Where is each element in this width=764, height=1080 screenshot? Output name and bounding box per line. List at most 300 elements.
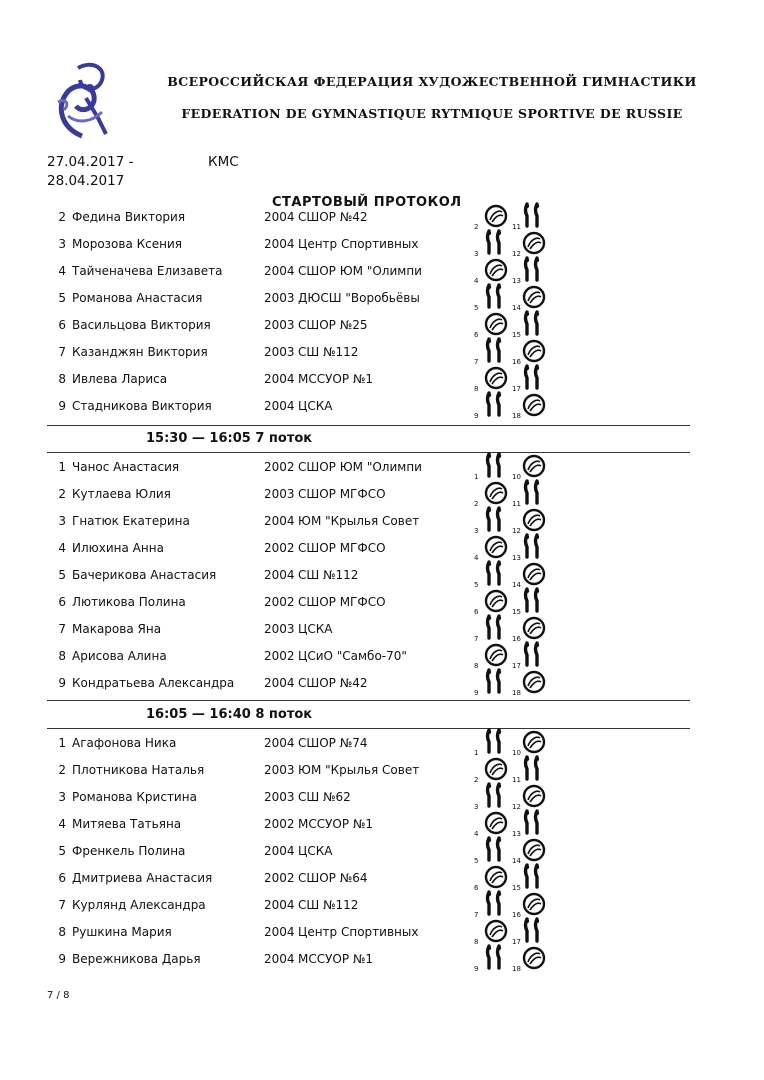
athlete-name: Митяева Татьяна: [72, 817, 182, 831]
apparatus-clubs: [512, 312, 548, 338]
ball-apparatus-icon: [484, 643, 508, 667]
apparatus-clubs: [512, 481, 548, 507]
page-number: 7 / 8: [47, 990, 70, 1001]
birth-year: 2004: [264, 372, 295, 386]
birth-year: 2004: [264, 952, 295, 966]
start-number: 6: [58, 318, 66, 332]
table-row: [0, 670, 764, 696]
clubs-apparatus-icon: [522, 863, 546, 889]
apparatus-order-number: 11: [512, 776, 521, 784]
ball-apparatus-icon: [484, 535, 508, 559]
table-row: [0, 616, 764, 642]
start-number: 2: [58, 210, 66, 224]
club-name: СШОР МГФСО: [298, 487, 386, 501]
clubs-apparatus-icon: [484, 560, 508, 586]
club-name: СШОР МГФСО: [298, 595, 386, 609]
birth-year: 2004: [264, 898, 295, 912]
apparatus-order-number: 6: [474, 331, 479, 339]
apparatus-clubs: [512, 366, 548, 392]
start-number: 9: [58, 676, 66, 690]
clubs-apparatus-icon: [522, 587, 546, 613]
apparatus-clubs: [474, 946, 510, 972]
apparatus-clubs: [474, 454, 510, 480]
ball-apparatus-icon: [522, 616, 546, 640]
ball-apparatus-icon: [484, 366, 508, 390]
ball-apparatus-icon: [522, 285, 546, 309]
start-number: 1: [58, 460, 66, 474]
start-number: 2: [58, 763, 66, 777]
clubs-apparatus-icon: [484, 391, 508, 417]
ball-apparatus-icon: [522, 454, 546, 478]
apparatus-order-number: 6: [474, 884, 479, 892]
apparatus-order-number: 14: [512, 304, 521, 312]
clubs-apparatus-icon: [484, 728, 508, 754]
clubs-apparatus-icon: [484, 506, 508, 532]
ball-apparatus-icon: [522, 231, 546, 255]
ball-apparatus-icon: [522, 562, 546, 586]
apparatus-clubs: [512, 919, 548, 945]
ball-apparatus-icon: [484, 258, 508, 282]
table-row: [0, 838, 764, 864]
ball-apparatus-icon: [522, 730, 546, 754]
athlete-name: Бачерикова Анастасия: [72, 568, 217, 582]
clubs-apparatus-icon: [484, 782, 508, 808]
ball-apparatus-icon: [522, 784, 546, 808]
apparatus-order-number: 15: [512, 331, 521, 339]
birth-year: 2002: [264, 595, 295, 609]
apparatus-order-number: 8: [474, 938, 479, 946]
birth-year: 2004: [264, 676, 295, 690]
apparatus-ball: [512, 562, 548, 588]
apparatus-clubs: [474, 730, 510, 756]
apparatus-order-number: 6: [474, 608, 479, 616]
apparatus-ball: [512, 616, 548, 642]
section-divider: [47, 425, 690, 426]
athlete-name: Романова Кристина: [72, 790, 197, 804]
apparatus-order-number: 3: [474, 527, 479, 535]
athlete-name: Гнатюк Екатерина: [72, 514, 190, 528]
clubs-apparatus-icon: [484, 229, 508, 255]
date-end: 28.04.2017: [47, 173, 125, 189]
clubs-apparatus-icon: [484, 614, 508, 640]
apparatus-order-number: 18: [512, 689, 521, 697]
club-name: Центр Спортивных: [298, 925, 419, 939]
table-row: [0, 946, 764, 972]
athlete-name: Романова Анастасия: [72, 291, 203, 305]
birth-year: 2003: [264, 318, 295, 332]
ball-apparatus-icon: [522, 670, 546, 694]
birth-year: 2004: [264, 736, 295, 750]
athlete-name: Илюхина Анна: [72, 541, 164, 555]
apparatus-order-number: 2: [474, 223, 479, 231]
table-row: [0, 865, 764, 891]
athlete-name: Курлянд Александра: [72, 898, 206, 912]
club-name: СШОР №42: [298, 210, 368, 224]
club-name: СШ №112: [298, 898, 359, 912]
table-row: [0, 366, 764, 392]
apparatus-order-number: 5: [474, 857, 479, 865]
table-row: [0, 811, 764, 837]
table-row: [0, 784, 764, 810]
club-name: СШОР №64: [298, 871, 368, 885]
clubs-apparatus-icon: [522, 533, 546, 559]
table-row: [0, 730, 764, 756]
table-row: [0, 231, 764, 257]
athlete-name: Ивлева Лариса: [72, 372, 168, 386]
ball-apparatus-icon: [484, 312, 508, 336]
clubs-apparatus-icon: [484, 337, 508, 363]
apparatus-order-number: 7: [474, 635, 479, 643]
table-row: [0, 535, 764, 561]
athlete-name: Плотникова Наталья: [72, 763, 205, 777]
apparatus-clubs: [474, 892, 510, 918]
club-name: ЦСКА: [298, 844, 333, 858]
apparatus-ball: [474, 919, 510, 945]
clubs-apparatus-icon: [484, 836, 508, 862]
apparatus-order-number: 12: [512, 250, 521, 258]
athlete-name: Тайченачева Елизавета: [72, 264, 223, 278]
table-row: [0, 508, 764, 534]
athlete-name: Макарова Яна: [72, 622, 162, 636]
apparatus-order-number: 4: [474, 554, 479, 562]
table-row: [0, 258, 764, 284]
club-name: СШ №112: [298, 345, 359, 359]
table-row: [0, 562, 764, 588]
clubs-apparatus-icon: [484, 890, 508, 916]
gymnast-logo-icon: [52, 58, 116, 140]
athlete-name: Френкель Полина: [72, 844, 186, 858]
apparatus-clubs: [512, 204, 548, 230]
apparatus-ball: [474, 535, 510, 561]
apparatus-clubs: [474, 616, 510, 642]
athlete-name: Казанджян Виктория: [72, 345, 208, 359]
start-number: 5: [58, 844, 66, 858]
section-divider: [47, 728, 690, 729]
apparatus-order-number: 8: [474, 662, 479, 670]
apparatus-order-number: 14: [512, 857, 521, 865]
date-start: 27.04.2017 -: [47, 154, 134, 170]
start-number: 3: [58, 237, 66, 251]
apparatus-order-number: 7: [474, 911, 479, 919]
apparatus-order-number: 4: [474, 277, 479, 285]
apparatus-ball: [474, 258, 510, 284]
start-number: 8: [58, 372, 66, 386]
start-number: 9: [58, 952, 66, 966]
apparatus-order-number: 16: [512, 635, 521, 643]
apparatus-ball: [512, 670, 548, 696]
clubs-apparatus-icon: [522, 755, 546, 781]
birth-year: 2004: [264, 237, 295, 251]
birth-year: 2002: [264, 541, 295, 555]
ball-apparatus-icon: [522, 508, 546, 532]
birth-year: 2004: [264, 568, 295, 582]
birth-year: 2004: [264, 210, 295, 224]
flow-header: 16:05 — 16:40 8 поток: [146, 707, 313, 722]
apparatus-ball: [512, 784, 548, 810]
apparatus-ball: [512, 508, 548, 534]
apparatus-order-number: 12: [512, 527, 521, 535]
apparatus-ball: [474, 481, 510, 507]
athlete-name: Федина Виктория: [72, 210, 186, 224]
apparatus-order-number: 18: [512, 412, 521, 420]
apparatus-ball: [512, 892, 548, 918]
start-number: 7: [58, 898, 66, 912]
ball-apparatus-icon: [522, 339, 546, 363]
birth-year: 2004: [264, 514, 295, 528]
birth-year: 2003: [264, 291, 295, 305]
clubs-apparatus-icon: [522, 479, 546, 505]
table-row: [0, 454, 764, 480]
club-name: ЮМ "Крылья Совет: [298, 514, 420, 528]
apparatus-order-number: 12: [512, 803, 521, 811]
club-name: СШОР ЮМ "Олимпи: [298, 264, 422, 278]
table-row: [0, 643, 764, 669]
apparatus-ball: [512, 339, 548, 365]
club-name: Центр Спортивных: [298, 237, 419, 251]
clubs-apparatus-icon: [484, 283, 508, 309]
athlete-name: Морозова Ксения: [72, 237, 182, 251]
clubs-apparatus-icon: [522, 641, 546, 667]
start-number: 4: [58, 817, 66, 831]
club-name: ЮМ "Крылья Совет: [298, 763, 420, 777]
table-row: [0, 204, 764, 230]
federation-logo: [52, 58, 116, 140]
start-number: 6: [58, 595, 66, 609]
clubs-apparatus-icon: [484, 944, 508, 970]
club-name: СШОР №42: [298, 676, 368, 690]
apparatus-order-number: 9: [474, 412, 479, 420]
start-number: 6: [58, 871, 66, 885]
club-name: СШОР ЮМ "Олимпи: [298, 460, 422, 474]
athlete-name: Кондратьева Александра: [72, 676, 235, 690]
apparatus-ball: [512, 454, 548, 480]
apparatus-order-number: 2: [474, 776, 479, 784]
apparatus-ball: [512, 393, 548, 419]
protocol-title: СТАРТОВЫЙ ПРОТОКОЛ: [272, 195, 462, 210]
birth-year: 2002: [264, 817, 295, 831]
apparatus-ball: [474, 865, 510, 891]
apparatus-clubs: [512, 643, 548, 669]
apparatus-ball: [474, 589, 510, 615]
apparatus-ball: [512, 730, 548, 756]
apparatus-order-number: 15: [512, 608, 521, 616]
apparatus-ball: [512, 285, 548, 311]
apparatus-clubs: [474, 285, 510, 311]
birth-year: 2003: [264, 790, 295, 804]
birth-year: 2004: [264, 925, 295, 939]
apparatus-ball: [474, 366, 510, 392]
athlete-name: Арисова Алина: [72, 649, 167, 663]
club-name: СШ №62: [298, 790, 351, 804]
athlete-name: Рушкина Мария: [72, 925, 172, 939]
apparatus-ball: [474, 643, 510, 669]
start-number: 7: [58, 345, 66, 359]
apparatus-order-number: 16: [512, 358, 521, 366]
start-number: 9: [58, 399, 66, 413]
clubs-apparatus-icon: [522, 202, 546, 228]
apparatus-clubs: [512, 589, 548, 615]
start-number: 8: [58, 925, 66, 939]
apparatus-clubs: [512, 535, 548, 561]
table-row: [0, 589, 764, 615]
table-row: [0, 892, 764, 918]
apparatus-order-number: 17: [512, 385, 521, 393]
apparatus-order-number: 5: [474, 581, 479, 589]
ball-apparatus-icon: [522, 892, 546, 916]
birth-year: 2003: [264, 622, 295, 636]
apparatus-order-number: 7: [474, 358, 479, 366]
clubs-apparatus-icon: [522, 364, 546, 390]
apparatus-clubs: [474, 670, 510, 696]
apparatus-clubs: [474, 508, 510, 534]
apparatus-order-number: 3: [474, 803, 479, 811]
ball-apparatus-icon: [522, 946, 546, 970]
ball-apparatus-icon: [484, 919, 508, 943]
ball-apparatus-icon: [484, 589, 508, 613]
athlete-name: Чанос Анастасия: [72, 460, 180, 474]
table-row: [0, 312, 764, 338]
apparatus-clubs: [474, 784, 510, 810]
table-row: [0, 919, 764, 945]
start-number: 4: [58, 541, 66, 555]
apparatus-clubs: [474, 562, 510, 588]
ball-apparatus-icon: [484, 481, 508, 505]
start-number: 5: [58, 291, 66, 305]
start-number: 5: [58, 568, 66, 582]
apparatus-clubs: [474, 339, 510, 365]
apparatus-order-number: 16: [512, 911, 521, 919]
start-number: 4: [58, 264, 66, 278]
apparatus-order-number: 11: [512, 223, 521, 231]
apparatus-order-number: 18: [512, 965, 521, 973]
table-row: [0, 339, 764, 365]
start-number: 3: [58, 514, 66, 528]
clubs-apparatus-icon: [484, 452, 508, 478]
athlete-name: Лютикова Полина: [72, 595, 186, 609]
apparatus-order-number: 4: [474, 830, 479, 838]
club-name: ЦСКА: [298, 399, 333, 413]
birth-year: 2003: [264, 345, 295, 359]
apparatus-order-number: 8: [474, 385, 479, 393]
birth-year: 2003: [264, 763, 295, 777]
apparatus-order-number: 14: [512, 581, 521, 589]
apparatus-order-number: 13: [512, 554, 521, 562]
athlete-name: Дмитриева Анастасия: [72, 871, 213, 885]
club-name: ЦСКА: [298, 622, 333, 636]
apparatus-ball: [474, 204, 510, 230]
apparatus-order-number: 9: [474, 689, 479, 697]
clubs-apparatus-icon: [522, 809, 546, 835]
birth-year: 2004: [264, 399, 295, 413]
apparatus-order-number: 9: [474, 965, 479, 973]
apparatus-order-number: 3: [474, 250, 479, 258]
apparatus-ball: [474, 312, 510, 338]
apparatus-clubs: [474, 231, 510, 257]
ball-apparatus-icon: [484, 865, 508, 889]
apparatus-order-number: 10: [512, 749, 521, 757]
federation-name-ru: ВСЕРОССИЙСКАЯ ФЕДЕРАЦИЯ ХУДОЖЕСТВЕННОЙ ГИМНАСТИКИ: [167, 74, 697, 89]
athlete-name: Стадникова Виктория: [72, 399, 212, 413]
apparatus-order-number: 2: [474, 500, 479, 508]
birth-year: 2002: [264, 871, 295, 885]
birth-year: 2002: [264, 460, 295, 474]
apparatus-order-number: 1: [474, 749, 479, 757]
apparatus-ball: [512, 231, 548, 257]
ball-apparatus-icon: [522, 393, 546, 417]
athlete-name: Кутлаева Юлия: [72, 487, 171, 501]
apparatus-ball: [474, 757, 510, 783]
apparatus-clubs: [474, 393, 510, 419]
apparatus-clubs: [512, 757, 548, 783]
clubs-apparatus-icon: [522, 310, 546, 336]
apparatus-order-number: 17: [512, 662, 521, 670]
apparatus-order-number: 13: [512, 830, 521, 838]
birth-year: 2004: [264, 264, 295, 278]
start-number: 7: [58, 622, 66, 636]
ball-apparatus-icon: [484, 811, 508, 835]
club-name: ЦСиО "Самбо-70": [298, 649, 407, 663]
club-name: СШОР №25: [298, 318, 368, 332]
athlete-name: Вережникова Дарья: [72, 952, 201, 966]
athlete-name: Васильцова Виктория: [72, 318, 211, 332]
apparatus-order-number: 1: [474, 473, 479, 481]
start-number: 2: [58, 487, 66, 501]
club-name: СШОР МГФСО: [298, 541, 386, 555]
apparatus-order-number: 10: [512, 473, 521, 481]
clubs-apparatus-icon: [484, 668, 508, 694]
start-number: 3: [58, 790, 66, 804]
club-name: СШ №112: [298, 568, 359, 582]
apparatus-order-number: 17: [512, 938, 521, 946]
start-number: 8: [58, 649, 66, 663]
apparatus-order-number: 5: [474, 304, 479, 312]
apparatus-order-number: 11: [512, 500, 521, 508]
section-divider: [47, 700, 690, 701]
apparatus-ball: [474, 811, 510, 837]
category-label: КМС: [208, 154, 239, 170]
table-row: [0, 285, 764, 311]
start-number: 1: [58, 736, 66, 750]
clubs-apparatus-icon: [522, 256, 546, 282]
club-name: СШОР №74: [298, 736, 368, 750]
birth-year: 2003: [264, 487, 295, 501]
apparatus-ball: [512, 946, 548, 972]
federation-name-fr: FEDERATION DE GYMNASTIQUE RYTMIQUE SPORTIVE DE RUSSIE: [181, 106, 683, 121]
table-row: [0, 481, 764, 507]
club-name: МССУОР №1: [298, 372, 374, 386]
table-row: [0, 393, 764, 419]
clubs-apparatus-icon: [522, 917, 546, 943]
birth-year: 2002: [264, 649, 295, 663]
apparatus-clubs: [474, 838, 510, 864]
ball-apparatus-icon: [484, 204, 508, 228]
ball-apparatus-icon: [522, 838, 546, 862]
apparatus-order-number: 13: [512, 277, 521, 285]
apparatus-order-number: 15: [512, 884, 521, 892]
birth-year: 2004: [264, 844, 295, 858]
apparatus-ball: [512, 838, 548, 864]
club-name: МССУОР №1: [298, 952, 374, 966]
apparatus-clubs: [512, 865, 548, 891]
flow-header: 15:30 — 16:05 7 поток: [146, 431, 313, 446]
table-row: [0, 757, 764, 783]
section-divider: [47, 452, 690, 453]
ball-apparatus-icon: [484, 757, 508, 781]
apparatus-clubs: [512, 811, 548, 837]
athlete-name: Агафонова Ника: [72, 736, 177, 750]
club-name: МССУОР №1: [298, 817, 374, 831]
apparatus-clubs: [512, 258, 548, 284]
